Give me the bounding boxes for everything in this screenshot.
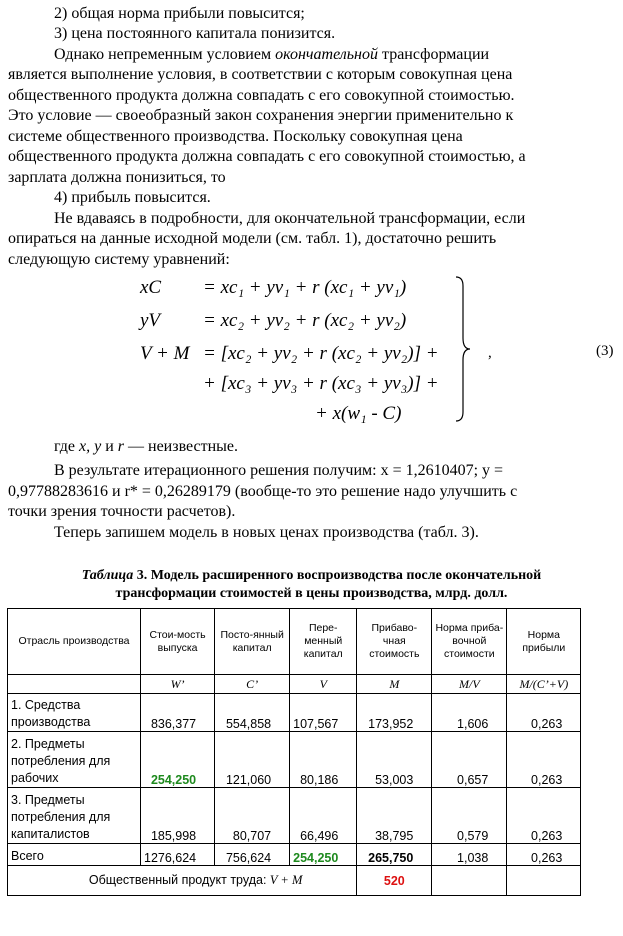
table-cell: 0,263 <box>507 788 581 844</box>
empty-cell <box>432 866 507 896</box>
row-label: 1. Средства производства <box>8 694 141 732</box>
table-total-row <box>8 844 581 866</box>
equation-rhs-5: + x(w₁ - C) <box>315 403 402 424</box>
text-line: точки зрения точности расчетов). <box>8 503 236 520</box>
equation-rhs-1: = xc₁ + yv₁ + r (xc₁ + yv₁) <box>203 277 407 298</box>
table-cell: 0,263 <box>507 694 581 732</box>
equation-lhs-2: yV <box>140 310 161 331</box>
table-cell-highlight: 254,250 <box>141 732 215 788</box>
footer-value: 520 <box>357 866 432 896</box>
text-line: опираться на данные исходной модели (см. табл. 1), достаточно решить <box>8 230 497 247</box>
symbol-cell: V <box>290 675 357 694</box>
table-cell: 0,657 <box>432 732 507 788</box>
text-line: общественного продукта должна совпадать с его совокупной стоимостью. <box>8 87 515 104</box>
table-cell: 53,003 <box>357 732 432 788</box>
header-cell: Норма приба-вочной стоимости <box>432 609 507 675</box>
equation-lhs-3: V + M <box>140 343 190 364</box>
equation-rhs-3: = [xc₂ + yv₂ + r (xc₂ + yv₂)] + <box>203 343 439 364</box>
text-line: 0,97788283616 и r* = 0,26289179 (вообще-то это решение надо улучшить с <box>8 483 518 500</box>
table-cell: 80,707 <box>215 788 290 844</box>
text-line: 3) цена постоянного капитала понизится. <box>54 25 336 42</box>
text-line: является выполнение условия, в соответствии с которым совокупная цена <box>8 66 513 83</box>
equation-rhs-2: = xc₂ + yv₂ + r (xc₂ + yv₂) <box>203 310 407 331</box>
table-cell: 1,038 <box>432 844 507 866</box>
table-cell: 66,496 <box>290 788 357 844</box>
table-row <box>8 788 581 844</box>
table-cell: 185,998 <box>141 788 215 844</box>
right-brace-icon <box>455 276 471 422</box>
text-line: зарплата должна понизиться, то <box>8 169 226 186</box>
where-line: где x, y и r — неизвестные. <box>54 438 239 455</box>
header-cell: Стои-мость выпуска <box>141 609 215 675</box>
table-cell: 0,263 <box>507 732 581 788</box>
table-cell: 1,606 <box>432 694 507 732</box>
table-cell-bold: 265,750 <box>357 844 432 866</box>
header-cell: Норма прибыли <box>507 609 581 675</box>
text-line: Не вдаваясь в подробности, для окончательной трансформации, если <box>54 210 526 227</box>
symbol-cell: M/(C’+V) <box>507 675 581 694</box>
symbol-cell: W’ <box>141 675 215 694</box>
text-line: Теперь запишем модель в новых ценах производства (табл. 3). <box>54 524 479 541</box>
table-cell: 107,567 <box>290 694 357 732</box>
symbol-cell: C’ <box>215 675 290 694</box>
symbol-cell <box>8 675 141 694</box>
row-label: 3. Предметы потребления для капиталистов <box>8 788 141 844</box>
text-line: системе общественного производства. Поскольку совокупная цена <box>8 128 463 145</box>
table-cell: 0,579 <box>432 788 507 844</box>
table-cell: 1276,624 <box>141 844 215 866</box>
text-line: В результате итерационного решения получим: x = 1,2610407; y = <box>54 462 504 479</box>
equation-number: (3) <box>596 343 614 359</box>
table-cell: 554,858 <box>215 694 290 732</box>
equation-lhs-1: xC <box>140 277 162 298</box>
header-cell: Прибаво-чная стоимость <box>357 609 432 675</box>
text-line: 4) прибыль повысится. <box>54 189 211 206</box>
text-line: Это условие — своеобразный закон сохранения энергии применительно к <box>8 107 514 124</box>
table-header-row <box>8 609 581 675</box>
table-caption: Таблица 3. Модель расширенного воспроизводства после окончательной <box>81 568 542 583</box>
text-line: 2) общая норма прибыли повысится; <box>54 5 305 22</box>
equation-comma: , <box>488 345 492 361</box>
text-line: общественного продукта должна совпадать с его совокупной стоимостью, а <box>8 148 526 165</box>
table-cell: 756,624 <box>215 844 290 866</box>
table-cell: 173,952 <box>357 694 432 732</box>
table-cell: 0,263 <box>507 844 581 866</box>
symbol-cell: M/V <box>432 675 507 694</box>
header-cell: Посто-янный капитал <box>215 609 290 675</box>
text-line: Однако непременным условием окончательной трансформации <box>54 46 490 63</box>
equation-rhs-4: + [xc₃ + yv₃ + r (xc₃ + yv₃)] + <box>203 373 439 394</box>
table-cell: 80,186 <box>290 732 357 788</box>
row-label: 2. Предметы потребления для рабочих <box>8 732 141 788</box>
table-footer-row <box>8 866 581 896</box>
table-cell: 121,060 <box>215 732 290 788</box>
footer-label: Общественный продукт труда: V + M <box>8 866 357 896</box>
empty-cell <box>507 866 581 896</box>
header-cell: Отрасль производства <box>8 609 141 675</box>
header-cell: Пере-менный капитал <box>290 609 357 675</box>
row-label: Всего <box>8 844 141 866</box>
table-cell: 38,795 <box>357 788 432 844</box>
table-caption-2: трансформации стоимостей в цены производства, млрд. долл. <box>115 586 508 601</box>
data-table <box>7 608 581 896</box>
table-cell-highlight: 254,250 <box>290 844 357 866</box>
table-row <box>8 694 581 732</box>
table-cell: 836,377 <box>141 694 215 732</box>
text-line: следующую систему уравнений: <box>8 251 230 268</box>
table-symbol-row <box>8 675 581 694</box>
symbol-cell: M <box>357 675 432 694</box>
table-row <box>8 732 581 788</box>
